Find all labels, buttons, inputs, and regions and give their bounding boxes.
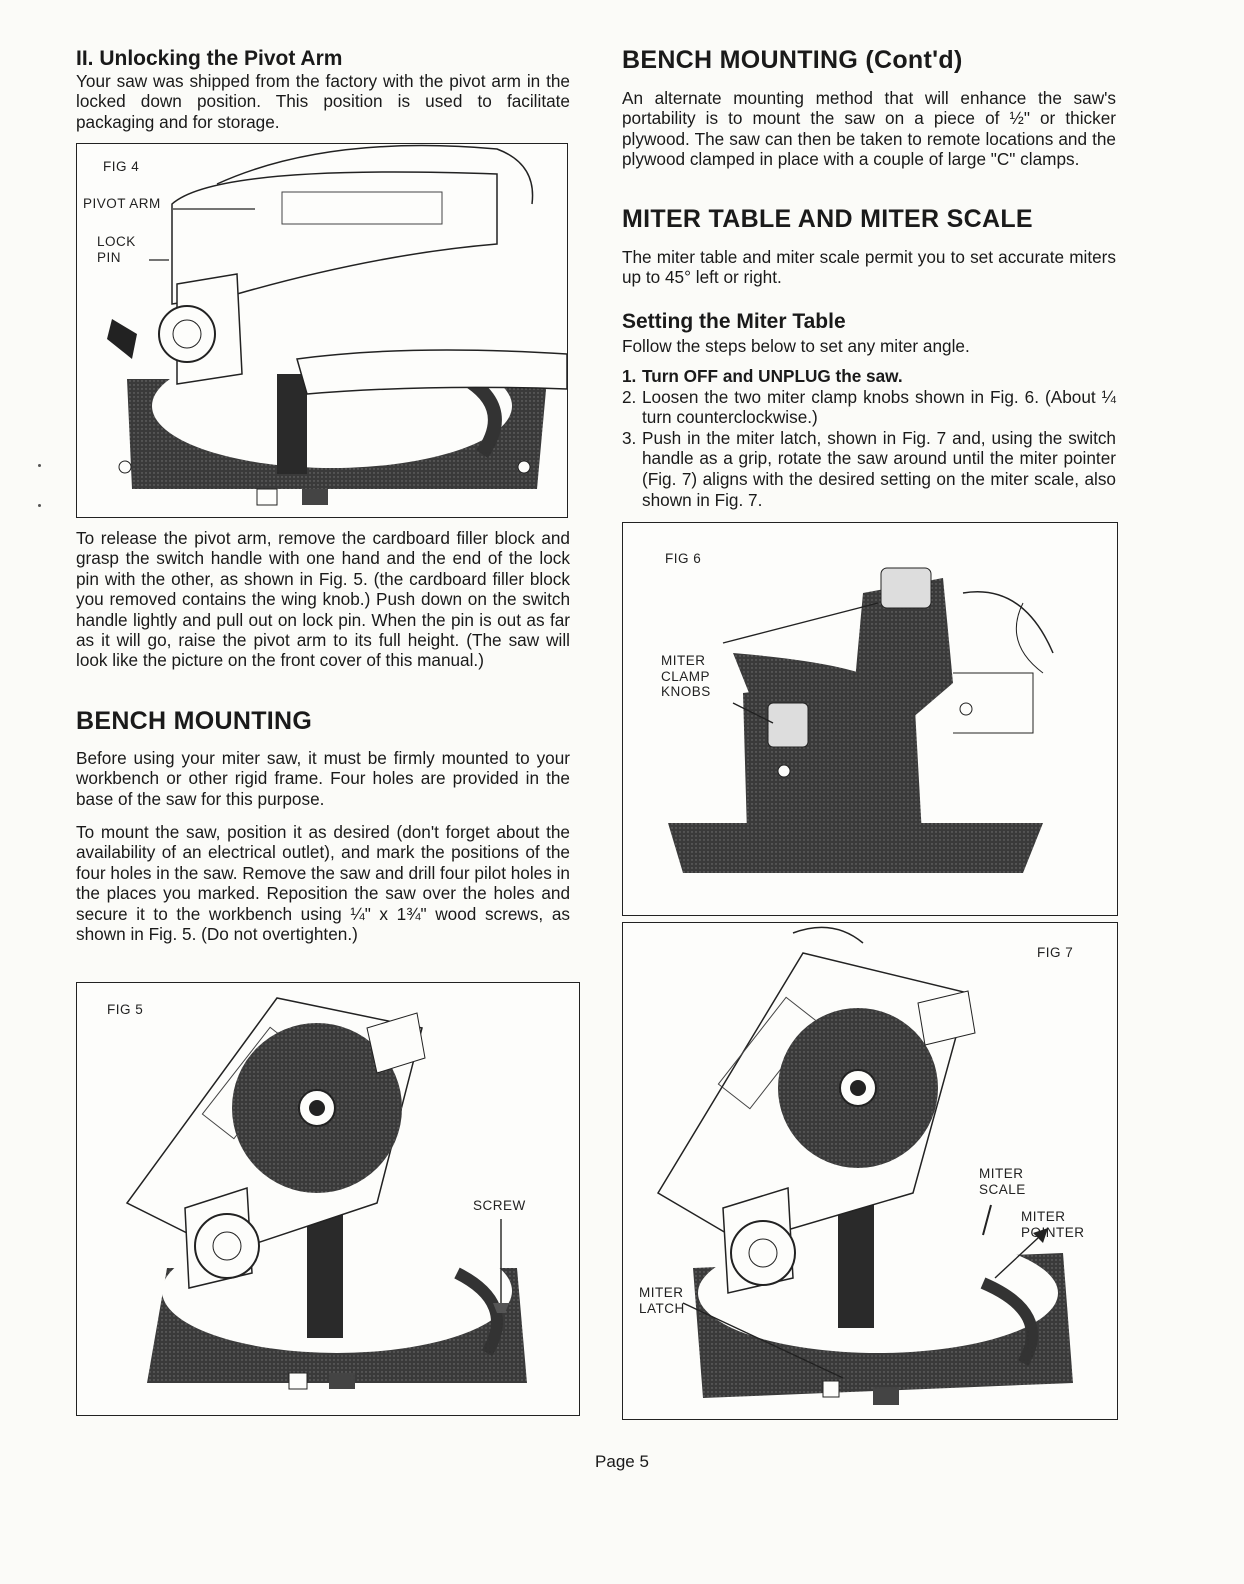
fig4-title: FIG 4 — [103, 159, 140, 174]
step-item — [622, 428, 1116, 510]
fig7-label-pointer: MITER POINTER — [1021, 1209, 1085, 1240]
step-text: Turn OFF and UNPLUG the saw. — [642, 366, 903, 386]
step-item — [622, 387, 1116, 428]
fig6-label-knobs: MITER CLAMP KNOBS — [661, 653, 711, 699]
fig4-label-lock-pin: LOCK PIN — [97, 234, 136, 265]
fig7-illustration — [623, 923, 1118, 1420]
fig7-label-latch: MITER LATCH — [639, 1285, 685, 1316]
step-item — [622, 366, 1116, 387]
fig7-title: FIG 7 — [1037, 945, 1074, 960]
unlock-paragraph: Your saw was shipped from the factory with the pivot arm in the locked down position. This position is used to facilitate packaging and for storage. — [76, 71, 570, 132]
step-number: 2. — [622, 386, 637, 407]
fig4-label-pivot-arm: PIVOT ARM — [83, 196, 161, 211]
bench-cont-heading: BENCH MOUNTING (Cont'd) — [622, 46, 963, 74]
steps-list — [622, 366, 1116, 510]
page-number: Page 5 — [595, 1452, 649, 1471]
step-number: 1. — [622, 366, 637, 386]
step-text: Loosen the two miter clamp knobs shown in Fig. 6. (About ¼ turn counterclockwise.) — [642, 386, 1116, 428]
fig6-illustration — [623, 523, 1118, 916]
fig7-label-scale: MITER SCALE — [979, 1166, 1026, 1197]
step-text: Push in the miter latch, shown in Fig. 7 and, using the switch handle as a grip, rotate the saw around until the miter pointer (Fig. 7) aligns with the desired setting on the miter scale, also shown in Fig. 7. — [642, 427, 1116, 510]
fig5-label-screw: SCREW — [473, 1198, 526, 1213]
bench-cont-paragraph: An alternate mounting method that will enhance the saw's portability is to mount the saw on a piece of ½" or thicker plywood. The saw can then be taken to remote locations and the plywood clamped in place with a couple of large "C" clamps. — [622, 88, 1116, 170]
bench-paragraph-1: Before using your miter saw, it must be firmly mounted to your workbench or other rigid frame. Four holes are provided in the base of the saw for this purpose. — [76, 748, 570, 809]
figure-5 — [76, 982, 580, 1416]
miter-paragraph: The miter table and miter scale permit you to set accurate miters up to 45° left or right. — [622, 247, 1116, 288]
unlock-heading: II. Unlocking the Pivot Arm — [76, 47, 343, 70]
fig6-title: FIG 6 — [665, 551, 702, 566]
fig5-title: FIG 5 — [107, 1002, 144, 1017]
release-paragraph: To release the pivot arm, remove the cardboard filler block and grasp the switch handle with one hand and the end of the lock pin with the other, as shown in Fig. 5. (the cardboard filler block you removed contains the wing knob.) Push down on the switch handle lightly and pull out on lock pin. When the pin is out as far as it will go, raise the pivot arm to its full height. (The saw will look like the picture on the front cover of this manual.) — [76, 528, 570, 671]
step-number: 3. — [622, 427, 637, 448]
miter-heading: MITER TABLE AND MITER SCALE — [622, 205, 1033, 233]
figure-7 — [622, 922, 1118, 1420]
setting-heading: Setting the Miter Table — [622, 310, 846, 333]
scan-mark — [38, 464, 41, 467]
bench-heading: BENCH MOUNTING — [76, 707, 313, 735]
bench-paragraph-2: To mount the saw, position it as desired (don't forget about the availability of an electrical outlet), and mark the positions of the four holes in the saw. Remove the saw and drill four pilot holes in the places you marked. Reposition the saw over the holes and secure it to the workbench using ¼" x 1¾" wood screws, as shown in Fig. 5. (Do not overtighten.) — [76, 822, 570, 945]
figure-4 — [76, 143, 568, 518]
setting-intro: Follow the steps below to set any miter angle. — [622, 336, 970, 356]
figure-6 — [622, 522, 1118, 916]
scan-mark — [38, 504, 41, 507]
